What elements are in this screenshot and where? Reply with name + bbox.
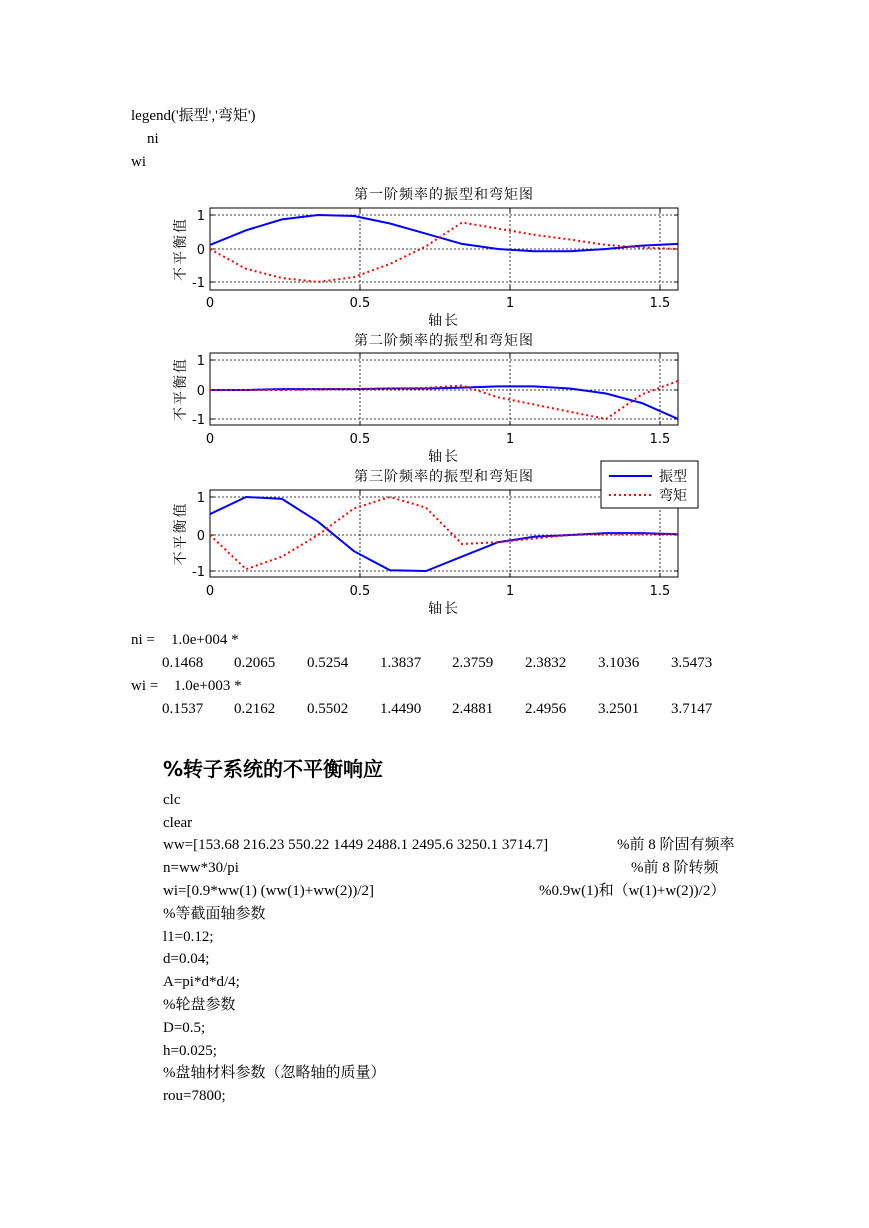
code-d: d=0.04; <box>163 951 210 967</box>
wi-value-4: 1.4490 <box>380 701 422 717</box>
x-tick-label: 1.5 <box>649 432 671 447</box>
y-tick-label: 0 <box>196 529 205 544</box>
y-tick-label: 1 <box>196 354 205 369</box>
x-tick-label: 0 <box>205 584 215 599</box>
code-h: h=0.025; <box>163 1043 217 1059</box>
x-tick-label: 1 <box>505 432 515 447</box>
code-n: n=ww*30/pi <box>163 860 239 876</box>
code-ww: ww=[153.68 216.23 550.22 1449 2488.1 2495.6 3250.1 3714.7] <box>163 837 549 853</box>
ni-value-1: 0.1468 <box>162 655 204 671</box>
ni-output-label: ni = <box>131 632 155 648</box>
comment-material-params: %盘轴材料参数（忽略轴的质量） <box>163 1065 386 1081</box>
x-tick-label: 0.5 <box>349 584 371 599</box>
comment-disc-params: %轮盘参数 <box>163 997 236 1013</box>
wi-value-2: 0.2162 <box>234 701 276 717</box>
x-tick-label: 1.5 <box>649 296 671 311</box>
wi-value-5: 2.4881 <box>452 701 494 717</box>
code-wi: wi=[0.9*ww(1) (ww(1)+ww(2))/2] <box>163 883 375 899</box>
ni-value-8: 3.5473 <box>671 655 713 671</box>
comment-shaft-params: %等截面轴参数 <box>163 906 266 922</box>
chart-legend <box>601 461 698 508</box>
x-tick-label: 1 <box>505 296 515 311</box>
wi-value-3: 0.5502 <box>307 701 349 717</box>
wi-value-7: 3.2501 <box>598 701 640 717</box>
y-tick-label: 1 <box>196 491 205 506</box>
legend-entry-mode-shape: 振型 <box>659 469 687 485</box>
x-tick-label: 0.5 <box>349 432 371 447</box>
x-axis-label: 轴长 <box>428 601 460 617</box>
chart-title: 第二阶频率的振型和弯矩图 <box>354 333 534 349</box>
y-tick-label: -1 <box>192 276 205 291</box>
y-axis-label: 不平衡值 <box>173 217 189 281</box>
comment-n: %前 8 阶转频 <box>631 860 719 876</box>
x-axis-label: 轴长 <box>428 313 460 329</box>
code-clear: clear <box>163 815 193 831</box>
x-axis-label: 轴长 <box>428 449 460 465</box>
x-tick-label: 0 <box>205 296 215 311</box>
ni-value-4: 1.3837 <box>380 655 422 671</box>
chart-panel-1 <box>172 186 678 329</box>
ni-value-5: 2.3759 <box>452 655 494 671</box>
y-tick-label: -1 <box>192 565 205 580</box>
chart-title: 第一阶频率的振型和弯矩图 <box>354 187 534 203</box>
chart-panel-2 <box>172 332 678 465</box>
ni-value-7: 3.1036 <box>598 655 640 671</box>
x-tick-label: 1 <box>505 584 515 599</box>
y-tick-label: 0 <box>196 384 205 399</box>
x-tick-label: 1.5 <box>649 584 671 599</box>
code-ni-line: ni <box>147 131 159 147</box>
code-legend-line: legend('振型','弯矩') <box>131 108 256 124</box>
y-tick-label: 1 <box>196 209 205 224</box>
x-tick-label: 0 <box>205 432 215 447</box>
y-tick-label: 0 <box>196 243 205 258</box>
x-tick-label: 0.5 <box>349 296 371 311</box>
legend-entry-bending-moment: 弯矩 <box>659 488 687 504</box>
wi-value-6: 2.4956 <box>525 701 567 717</box>
y-axis-label: 不平衡值 <box>173 501 189 566</box>
chart-title: 第三阶频率的振型和弯矩图 <box>354 469 534 485</box>
ni-value-3: 0.5254 <box>307 655 349 671</box>
code-l1: l1=0.12; <box>163 929 214 945</box>
comment-wi: %0.9w(1)和（w(1)+w(2))/2） <box>539 883 726 899</box>
wi-value-1: 0.1537 <box>162 701 204 717</box>
wi-output-label: wi = <box>131 678 159 694</box>
code-clc: clc <box>163 792 181 808</box>
comment-ww: %前 8 阶固有频率 <box>617 837 735 853</box>
ni-value-2: 0.2065 <box>234 655 276 671</box>
code-A: A=pi*d*d/4; <box>163 974 240 990</box>
code-D: D=0.5; <box>163 1020 206 1036</box>
y-axis-label: 不平衡值 <box>173 357 189 421</box>
wi-scale: 1.0e+003 * <box>174 678 242 694</box>
section-heading: %转子系统的不平衡响应 <box>163 757 384 781</box>
wi-value-8: 3.7147 <box>671 701 713 717</box>
code-wi-line: wi <box>131 154 146 170</box>
code-rou: rou=7800; <box>163 1088 226 1104</box>
ni-scale: 1.0e+004 * <box>171 632 239 648</box>
ni-value-6: 2.3832 <box>525 655 567 671</box>
y-tick-label: -1 <box>192 413 205 428</box>
